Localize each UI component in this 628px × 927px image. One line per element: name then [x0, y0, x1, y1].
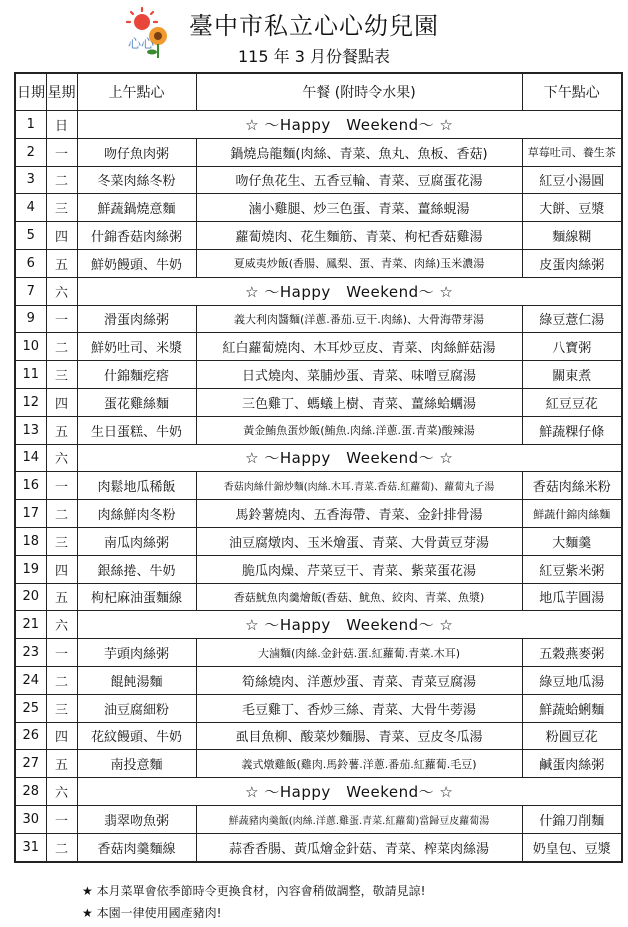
- afternoon-snack-cell: 地瓜芋圓湯: [522, 583, 622, 611]
- morning-snack-cell: 肉絲鮮肉冬粉: [77, 500, 196, 528]
- lunch-cell: 蒜香香腸、黃瓜燴金針菇、青菜、榨菜肉絲湯: [196, 833, 522, 861]
- morning-snack-cell: 吻仔魚肉粥: [77, 138, 196, 166]
- weekday-cell: 六: [46, 277, 77, 305]
- date-cell: 18: [15, 527, 46, 555]
- table-row: [15, 222, 622, 250]
- table-row: [15, 750, 622, 778]
- weekday-cell: 一: [46, 805, 77, 833]
- weekday-cell: 二: [46, 166, 77, 194]
- weekday-cell: 二: [46, 666, 77, 694]
- table-row: [15, 527, 622, 555]
- morning-snack-cell: 南瓜肉絲粥: [77, 527, 196, 555]
- table-row: [15, 388, 622, 416]
- morning-snack-cell: 鮮蔬鍋燒意麵: [77, 194, 196, 222]
- table-row: [15, 333, 622, 361]
- date-cell: 20: [15, 583, 46, 611]
- weekday-cell: 一: [46, 472, 77, 500]
- date-cell: 13: [15, 416, 46, 444]
- afternoon-snack-cell: 麵線糊: [522, 222, 622, 250]
- lunch-cell: 油豆腐燉肉、玉米燴蛋、青菜、大骨黃豆芽湯: [196, 527, 522, 555]
- weekday-cell: 一: [46, 138, 77, 166]
- table-row: [15, 500, 622, 528]
- date-cell: 21: [15, 611, 46, 639]
- lunch-cell: 筍絲燒肉、洋蔥炒蛋、青菜、青菜豆腐湯: [196, 666, 522, 694]
- table-row: [15, 472, 622, 500]
- afternoon-snack-cell: 鮮蔬粿仔條: [522, 416, 622, 444]
- table-row: [15, 194, 622, 222]
- weekday-cell: 三: [46, 527, 77, 555]
- weekend-cell: ☆ ～Happy Weekend～ ☆: [77, 111, 622, 139]
- weekend-cell: ☆ ～Happy Weekend～ ☆: [77, 611, 622, 639]
- weekday-cell: 一: [46, 305, 77, 333]
- weekend-cell: ☆ ～Happy Weekend～ ☆: [77, 277, 622, 305]
- footnote: ★ 本園一律使用國產豬肉!: [82, 906, 222, 920]
- lunch-cell: 毛豆雞丁、香炒三絲、青菜、大骨牛蒡湯: [196, 694, 522, 722]
- morning-snack-cell: 香菇肉羹麵線: [77, 833, 196, 861]
- morning-snack-cell: 冬菜肉絲冬粉: [77, 166, 196, 194]
- morning-snack-cell: 花紋饅頭、牛奶: [77, 722, 196, 750]
- afternoon-snack-cell: 紅豆小湯圓: [522, 166, 622, 194]
- lunch-cell: 蘿蔔燒肉、花生麵筋、青菜、枸杞香菇雞湯: [196, 222, 522, 250]
- weekday-cell: 三: [46, 361, 77, 389]
- table-row: [15, 416, 622, 444]
- afternoon-snack-cell: 綠豆薏仁湯: [522, 305, 622, 333]
- weekday-cell: 四: [46, 555, 77, 583]
- table-row: [15, 166, 622, 194]
- morning-snack-cell: 芋頭肉絲粥: [77, 639, 196, 667]
- morning-snack-cell: 生日蛋糕、牛奶: [77, 416, 196, 444]
- lunch-cell: 鮮蔬豬肉羹飯(肉絲.洋蔥.雞蛋.青菜.紅蘿蔔)當歸豆皮蘿蔔湯: [196, 805, 522, 833]
- afternoon-snack-cell: 大餅、豆漿: [522, 194, 622, 222]
- lunch-cell: 吻仔魚花生、五香豆輪、青菜、豆腐蛋花湯: [196, 166, 522, 194]
- svg-text:心心: 心心: [128, 37, 155, 52]
- afternoon-snack-cell: 鮮蔬什錦肉絲麵: [522, 500, 622, 528]
- weekend-row: [15, 778, 622, 806]
- table-row: [15, 722, 622, 750]
- morning-snack-cell: 翡翠吻魚粥: [77, 805, 196, 833]
- lunch-cell: 紅白蘿蔔燒肉、木耳炒豆皮、青菜、肉絲鮮菇湯: [196, 333, 522, 361]
- lunch-cell: 大滷麵(肉絲.金針菇.蛋.紅蘿蔔.青菜.木耳): [196, 639, 522, 667]
- weekday-cell: 日: [46, 111, 77, 139]
- date-cell: 17: [15, 500, 46, 528]
- afternoon-snack-cell: 皮蛋肉絲粥: [522, 249, 622, 277]
- weekday-cell: 六: [46, 611, 77, 639]
- afternoon-snack-cell: 關東煮: [522, 361, 622, 389]
- weekday-cell: 二: [46, 833, 77, 861]
- weekend-row: [15, 111, 622, 139]
- table-row: [15, 805, 622, 833]
- lunch-cell: 鍋燒烏龍麵(肉絲、青菜、魚丸、魚板、香菇): [196, 138, 522, 166]
- afternoon-snack-cell: 鮮蔬蛤蜊麵: [522, 694, 622, 722]
- meal-table: [14, 72, 623, 863]
- date-cell: 30: [15, 805, 46, 833]
- morning-snack-cell: 南投意麵: [77, 750, 196, 778]
- weekend-cell: ☆ ～Happy Weekend～ ☆: [77, 778, 622, 806]
- header-weekday: 星期: [46, 73, 77, 111]
- morning-snack-cell: 蛋花雞絲麵: [77, 388, 196, 416]
- afternoon-snack-cell: 五穀燕麥粥: [522, 639, 622, 667]
- date-cell: 24: [15, 666, 46, 694]
- weekend-row: [15, 444, 622, 472]
- table-row: [15, 694, 622, 722]
- weekend-row: [15, 611, 622, 639]
- morning-snack-cell: 鮮奶饅頭、牛奶: [77, 249, 196, 277]
- morning-snack-cell: 什錦麵疙瘩: [77, 361, 196, 389]
- footnote: ★ 本月菜單會依季節時令更換食材，內容會稍做調整，敬請見諒!: [82, 884, 426, 898]
- date-cell: 5: [15, 222, 46, 250]
- date-cell: 2: [15, 138, 46, 166]
- lunch-cell: 義式燉雞飯(雞肉.馬鈴薯.洋蔥.番茄.紅蘿蔔.毛豆): [196, 750, 522, 778]
- weekday-cell: 四: [46, 222, 77, 250]
- table-row: [15, 666, 622, 694]
- footnotes: [82, 880, 425, 924]
- afternoon-snack-cell: 八寶粥: [522, 333, 622, 361]
- date-cell: 28: [15, 778, 46, 806]
- table-row: [15, 583, 622, 611]
- weekday-cell: 五: [46, 249, 77, 277]
- table-row: [15, 138, 622, 166]
- lunch-cell: 脆瓜肉燥、芹菜豆干、青菜、紫菜蛋花湯: [196, 555, 522, 583]
- weekday-cell: 五: [46, 416, 77, 444]
- weekday-cell: 五: [46, 583, 77, 611]
- table-row: [15, 555, 622, 583]
- morning-snack-cell: 餛飩湯麵: [77, 666, 196, 694]
- lunch-cell: 香菇肉絲什錦炒麵(肉絲.木耳.青菜.香菇.紅蘿蔔)、蘿蔔丸子湯: [196, 472, 522, 500]
- date-cell: 12: [15, 388, 46, 416]
- weekday-cell: 五: [46, 750, 77, 778]
- afternoon-snack-cell: 大麵羹: [522, 527, 622, 555]
- date-cell: 11: [15, 361, 46, 389]
- date-cell: 16: [15, 472, 46, 500]
- date-cell: 26: [15, 722, 46, 750]
- morning-snack-cell: 枸杞麻油蛋麵線: [77, 583, 196, 611]
- page-title: 臺中市私立心心幼兒園: [189, 12, 439, 40]
- lunch-cell: 虱目魚柳、酸菜炒麵腸、青菜、豆皮冬瓜湯: [196, 722, 522, 750]
- header-afternoon-snack: 下午點心: [522, 73, 622, 111]
- table-row: [15, 833, 622, 861]
- table-header-row: [15, 73, 622, 111]
- weekday-cell: 二: [46, 333, 77, 361]
- morning-snack-cell: 滑蛋肉絲粥: [77, 305, 196, 333]
- lunch-cell: 滷小雞腿、炒三色蛋、青菜、薑絲蜆湯: [196, 194, 522, 222]
- date-cell: 1: [15, 111, 46, 139]
- afternoon-snack-cell: 紅豆紫米粥: [522, 555, 622, 583]
- date-cell: 25: [15, 694, 46, 722]
- weekend-cell: ☆ ～Happy Weekend～ ☆: [77, 444, 622, 472]
- afternoon-snack-cell: 綠豆地瓜湯: [522, 666, 622, 694]
- afternoon-snack-cell: 紅豆豆花: [522, 388, 622, 416]
- weekday-cell: 二: [46, 500, 77, 528]
- date-cell: 6: [15, 249, 46, 277]
- header-morning-snack: 上午點心: [77, 73, 196, 111]
- date-cell: 7: [15, 277, 46, 305]
- weekday-cell: 三: [46, 194, 77, 222]
- weekday-cell: 四: [46, 388, 77, 416]
- date-cell: 9: [15, 305, 46, 333]
- header-date: 日期: [15, 73, 46, 111]
- date-cell: 10: [15, 333, 46, 361]
- afternoon-snack-cell: 粉圓豆花: [522, 722, 622, 750]
- lunch-cell: 香菇魷魚肉羹燴飯(香菇、魷魚、絞肉、青菜、魚漿): [196, 583, 522, 611]
- date-cell: 14: [15, 444, 46, 472]
- afternoon-snack-cell: 香菇肉絲米粉: [522, 472, 622, 500]
- table-row: [15, 249, 622, 277]
- table-row: [15, 361, 622, 389]
- morning-snack-cell: 油豆腐細粉: [77, 694, 196, 722]
- morning-snack-cell: 什錦香菇肉絲粥: [77, 222, 196, 250]
- table-row: [15, 305, 622, 333]
- date-cell: 23: [15, 639, 46, 667]
- afternoon-snack-cell: 草莓吐司、養生茶: [522, 138, 622, 166]
- weekend-row: [15, 277, 622, 305]
- morning-snack-cell: 銀絲捲、牛奶: [77, 555, 196, 583]
- afternoon-snack-cell: 鹹蛋肉絲粥: [522, 750, 622, 778]
- lunch-cell: 馬鈴薯燒肉、五香海帶、青菜、金針排骨湯: [196, 500, 522, 528]
- weekday-cell: 六: [46, 444, 77, 472]
- page-subtitle: 115 年 3 月份餐點表: [238, 47, 390, 66]
- date-cell: 4: [15, 194, 46, 222]
- weekday-cell: 三: [46, 694, 77, 722]
- weekday-cell: 四: [46, 722, 77, 750]
- afternoon-snack-cell: 什錦刀削麵: [522, 805, 622, 833]
- header-lunch: 午餐 (附時令水果): [196, 73, 522, 111]
- lunch-cell: 義大利肉醬麵(洋蔥.番茄.豆干.肉絲)、大骨海帶芽湯: [196, 305, 522, 333]
- lunch-cell: 黃金鮪魚蛋炒飯(鮪魚.肉絲.洋蔥.蛋.青菜)酸辣湯: [196, 416, 522, 444]
- morning-snack-cell: 肉鬆地瓜稀飯: [77, 472, 196, 500]
- weekday-cell: 六: [46, 778, 77, 806]
- morning-snack-cell: 鮮奶吐司、米漿: [77, 333, 196, 361]
- date-cell: 31: [15, 833, 46, 861]
- date-cell: 27: [15, 750, 46, 778]
- lunch-cell: 日式燒肉、菜脯炒蛋、青菜、味噌豆腐湯: [196, 361, 522, 389]
- lunch-cell: 夏威夷炒飯(香腸、鳳梨、蛋、青菜、肉絲)玉米濃湯: [196, 249, 522, 277]
- date-cell: 3: [15, 166, 46, 194]
- weekday-cell: 一: [46, 639, 77, 667]
- afternoon-snack-cell: 奶皇包、豆漿: [522, 833, 622, 861]
- date-cell: 19: [15, 555, 46, 583]
- table-row: [15, 639, 622, 667]
- lunch-cell: 三色雞丁、螞蟻上樹、青菜、薑絲蛤蠣湯: [196, 388, 522, 416]
